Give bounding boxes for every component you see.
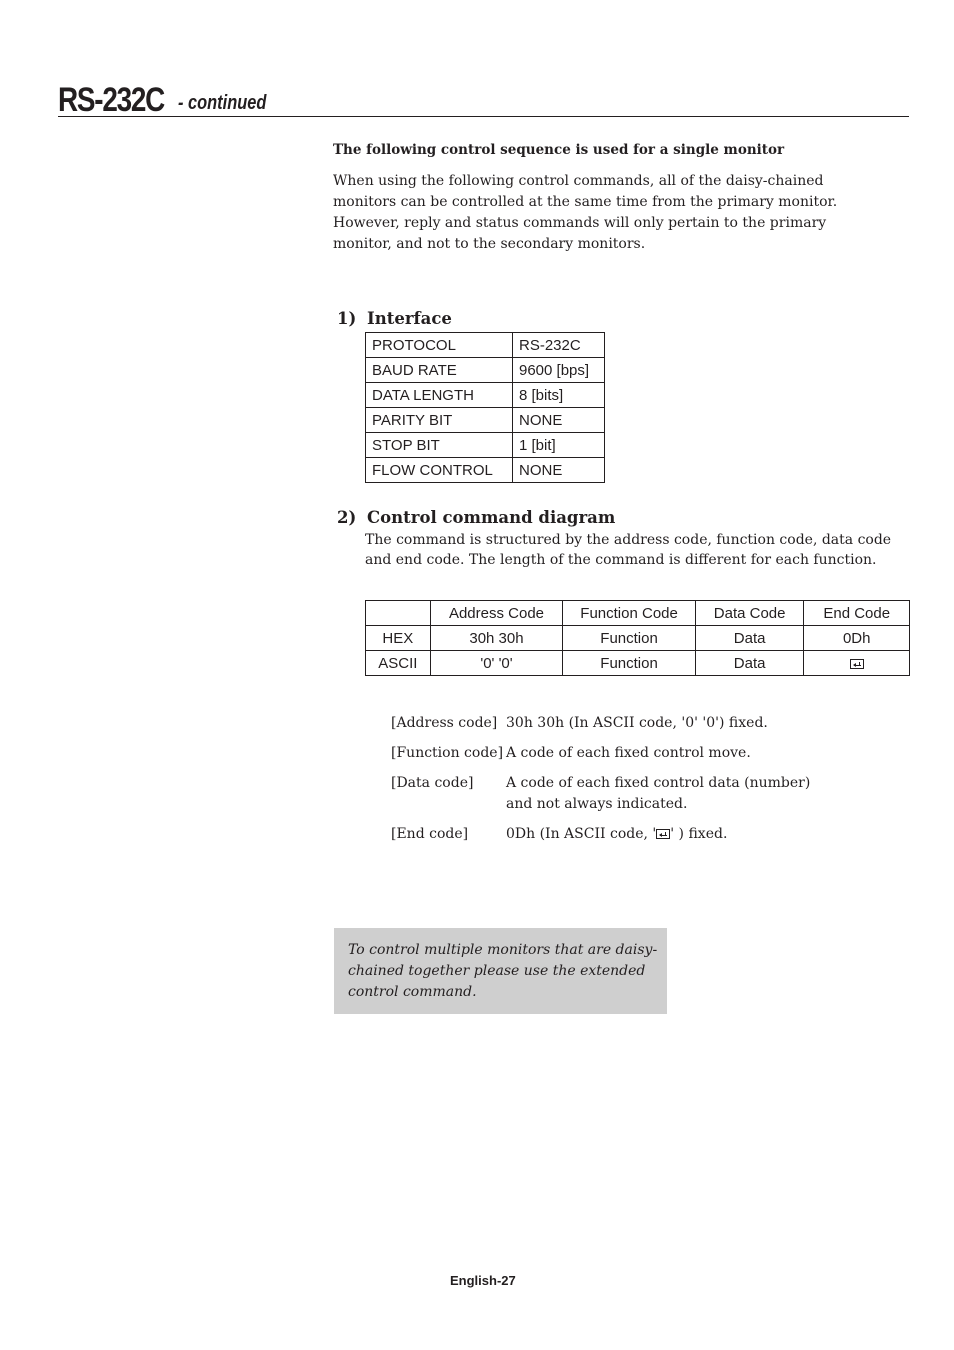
definition-end-code [391, 824, 851, 846]
table-cell: 8 [bits] [513, 383, 605, 408]
section-command-description: The command is structured by the address code, function code, data code and end code. The length of the command is different for each function. [365, 532, 892, 568]
note-box [334, 928, 667, 1014]
table-cell: NONE [513, 458, 605, 483]
definition-term: [End code] [391, 826, 469, 842]
command-table [365, 600, 910, 676]
table-row [366, 333, 605, 358]
page-subtitle: - continued [178, 92, 267, 114]
table-cell: STOP BIT [366, 433, 513, 458]
definition-desc: 30h 30h (In ASCII code, '0' '0') fixed. [506, 715, 768, 731]
page-title: RS-232C [58, 81, 165, 119]
table-row [366, 358, 605, 383]
section-title: Interface [367, 309, 452, 328]
intro-body: When using the following control commands, all of the daisy-chained monitors can be controlled at the same time from the primary monitor. However, reply and status commands will only pertain to the primary monitor, and not to the secondary monitors. [333, 173, 838, 252]
table-header-cell: End Code [804, 601, 910, 626]
definition-desc-part: ' ) fixed. [670, 826, 728, 842]
definition-term: [Data code] [391, 775, 474, 791]
table-cell: DATA LENGTH [366, 383, 513, 408]
definition-function-code [391, 743, 851, 765]
definition-desc [506, 824, 826, 845]
note-text: To control multiple monitors that are daisy-chained together please use the extended control command. [348, 942, 658, 1000]
table-cell: BAUD RATE [366, 358, 513, 383]
table-header-cell: Data Code [695, 601, 804, 626]
section-title: Control command diagram [367, 508, 616, 527]
table-cell: 0Dh [804, 626, 910, 651]
table-row [366, 626, 910, 651]
enter-key-icon [850, 659, 864, 669]
definition-term: [Function code] [391, 745, 504, 761]
intro-heading: The following control sequence is used for a single monitor [333, 142, 785, 158]
table-cell: PARITY BIT [366, 408, 513, 433]
table-cell: ASCII [366, 651, 431, 676]
definition-desc: A code of each fixed control move. [506, 745, 751, 761]
table-header-cell: Function Code [563, 601, 696, 626]
table-header-cell [366, 601, 431, 626]
enter-key-icon [656, 829, 670, 839]
definition-term: [Address code] [391, 715, 498, 731]
definition-address-code [391, 713, 851, 735]
table-row [366, 433, 605, 458]
table-cell: 1 [bit] [513, 433, 605, 458]
section-number: 2) [337, 508, 357, 527]
page-number: English-27 [450, 1273, 516, 1288]
table-cell [804, 651, 910, 676]
table-header-row [366, 601, 910, 626]
table-cell: 9600 [bps] [513, 358, 605, 383]
table-row [366, 651, 910, 676]
table-cell: Function [563, 626, 696, 651]
table-cell: Data [695, 626, 804, 651]
definition-desc: A code of each fixed control data (number) and not always indicated. [506, 775, 811, 812]
table-row [366, 458, 605, 483]
definition-data-code [391, 773, 851, 817]
table-cell: PROTOCOL [366, 333, 513, 358]
table-cell: FLOW CONTROL [366, 458, 513, 483]
section-interface-heading [337, 309, 452, 328]
table-cell: Function [563, 651, 696, 676]
definition-desc-part: 0Dh (In ASCII code, ' [506, 826, 657, 842]
table-row [366, 383, 605, 408]
table-row [366, 408, 605, 433]
table-cell: HEX [366, 626, 431, 651]
interface-table [365, 332, 605, 483]
table-cell: NONE [513, 408, 605, 433]
table-cell: RS-232C [513, 333, 605, 358]
page-header [58, 80, 909, 117]
table-header-cell: Address Code [430, 601, 563, 626]
table-cell: 30h 30h [430, 626, 563, 651]
table-cell: Data [695, 651, 804, 676]
section-command-heading [337, 508, 615, 527]
section-number: 1) [337, 309, 357, 328]
table-cell: '0' '0' [430, 651, 563, 676]
